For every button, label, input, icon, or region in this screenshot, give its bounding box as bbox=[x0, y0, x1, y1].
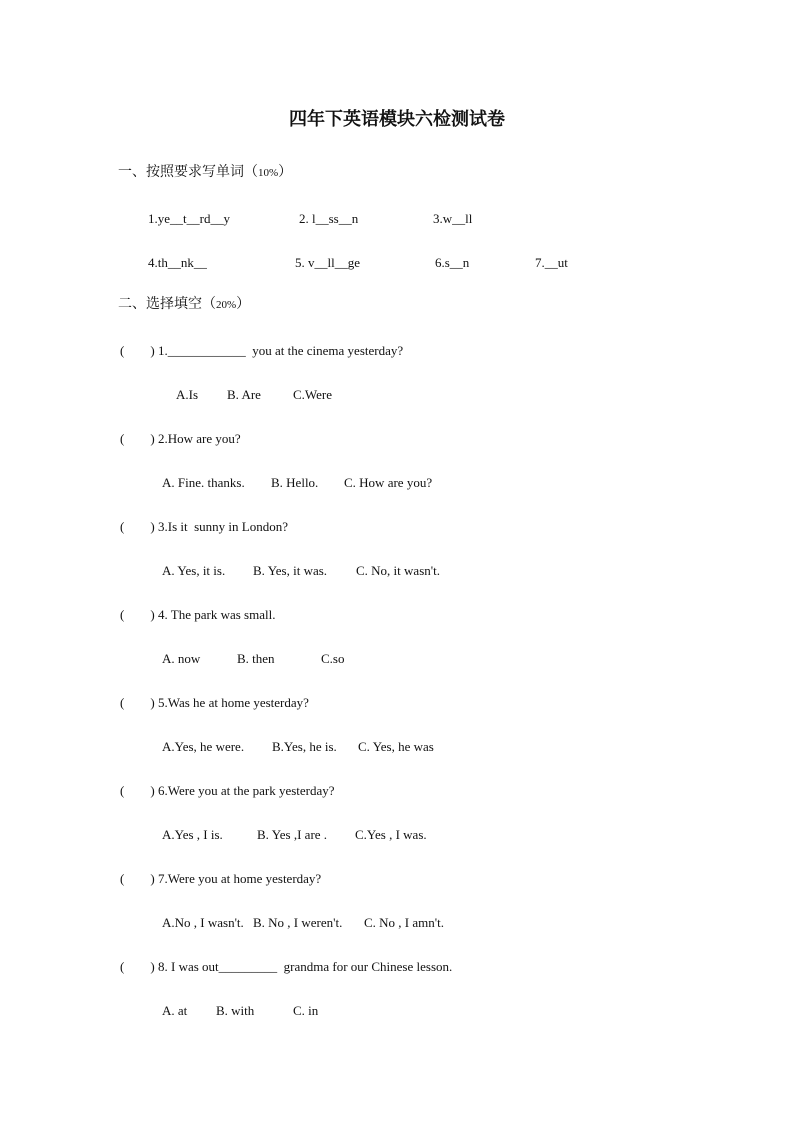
question-text: 6.Were you at the park yesterday? bbox=[158, 783, 335, 798]
answer-paren: ( ) bbox=[120, 431, 155, 446]
question-text: 3.Is it sunny in London? bbox=[158, 519, 288, 534]
section-2-heading-close: ） bbox=[236, 297, 251, 312]
option-b: B. with bbox=[216, 1003, 255, 1018]
option-c: C. No , I amn't. bbox=[364, 915, 444, 930]
word-item: 7.__ut bbox=[535, 255, 568, 270]
question-text: 5.Was he at home yesterday? bbox=[158, 695, 309, 710]
option-b: B. Are bbox=[227, 387, 261, 402]
answer-paren: ( ) bbox=[120, 343, 155, 358]
question-text: 2.How are you? bbox=[158, 431, 241, 446]
option-c: C.Yes , I was. bbox=[355, 827, 427, 842]
word-item: 4.th__nk__ bbox=[148, 255, 207, 270]
option-a: A. now bbox=[162, 651, 201, 666]
section-2-percent: 20% bbox=[216, 299, 237, 311]
option-a: A. at bbox=[162, 1003, 188, 1018]
word-item: 1.ye__t__rd__y bbox=[148, 211, 230, 226]
option-a: A.Yes, he were. bbox=[162, 739, 245, 754]
word-item: 2. l__ss__n bbox=[299, 211, 359, 226]
question-text: 8. I was out_________ grandma for our Chinese lesson. bbox=[158, 959, 453, 974]
option-b: B. then bbox=[237, 651, 275, 666]
word-item: 5. v__ll__ge bbox=[295, 255, 360, 270]
option-c: C. How are you? bbox=[344, 475, 433, 490]
option-a: A. Yes, it is. bbox=[162, 563, 226, 578]
option-b: B. No , I weren't. bbox=[253, 915, 343, 930]
section-1-percent: 10% bbox=[258, 167, 279, 179]
option-a: A.Yes , I is. bbox=[162, 827, 223, 842]
option-c: C. No, it wasn't. bbox=[356, 563, 440, 578]
option-c: C.so bbox=[321, 651, 345, 666]
answer-paren: ( ) bbox=[120, 871, 155, 886]
answer-paren: ( ) bbox=[120, 519, 155, 534]
question-text: 7.Were you at home yesterday? bbox=[158, 871, 322, 886]
question-text: 1.____________ you at the cinema yesterday? bbox=[158, 343, 404, 358]
word-item: 6.s__n bbox=[435, 255, 470, 270]
word-item: 3.w__ll bbox=[433, 211, 473, 226]
option-b: B. Yes ,I are . bbox=[257, 827, 328, 842]
option-a: A.No , I wasn't. bbox=[162, 915, 244, 930]
question-text: 4. The park was small. bbox=[158, 607, 276, 622]
answer-paren: ( ) bbox=[120, 607, 155, 622]
section-2-heading-text: 二、选择填空（ bbox=[118, 297, 216, 312]
answer-paren: ( ) bbox=[120, 783, 155, 798]
section-2-heading bbox=[118, 298, 250, 312]
option-b: B. Hello. bbox=[271, 475, 319, 490]
section-1-heading bbox=[118, 166, 292, 180]
option-c: C.Were bbox=[293, 387, 333, 402]
option-b: B.Yes, he is. bbox=[272, 739, 337, 754]
option-c: C. Yes, he was bbox=[358, 739, 434, 754]
page-title: 四年下英语模块六检测试卷 bbox=[289, 109, 505, 129]
answer-paren: ( ) bbox=[120, 695, 155, 710]
option-a: A.Is bbox=[176, 387, 199, 402]
option-a: A. Fine. thanks. bbox=[162, 475, 245, 490]
answer-paren: ( ) bbox=[120, 959, 155, 974]
option-b: B. Yes, it was. bbox=[253, 563, 328, 578]
option-c: C. in bbox=[293, 1003, 319, 1018]
section-1-heading-text: 一、按照要求写单词（ bbox=[118, 165, 258, 180]
section-1-heading-close: ） bbox=[278, 165, 293, 180]
